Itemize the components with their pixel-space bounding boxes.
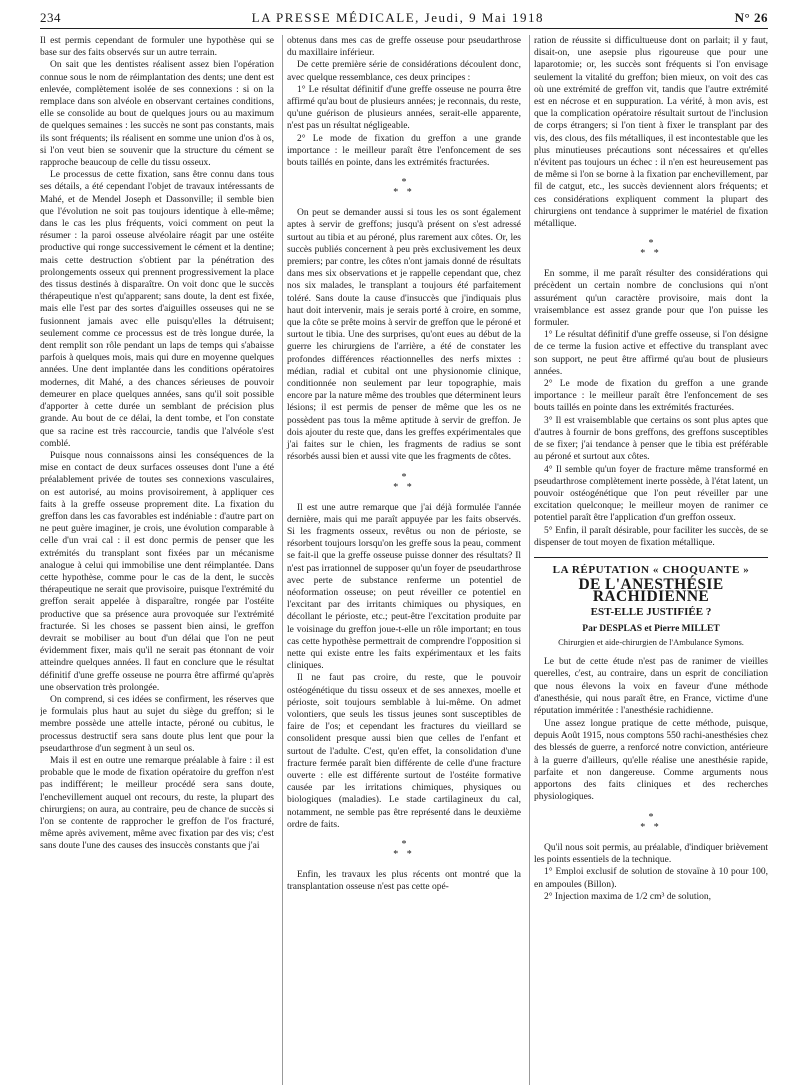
paragraph: obtenus dans mes cas de greffe osseuse pour pseudarthrose du maxillaire inférieur. (287, 36, 521, 59)
article-kicker: LA RÉPUTATION « CHOQUANTE » (552, 563, 750, 576)
col2-text-b (287, 207, 521, 463)
issue-number: N° 26 (734, 10, 768, 25)
paragraph: 2° Injection maxima de 1/2 cm³ de solution, (544, 891, 712, 902)
col2-text-c (287, 502, 521, 831)
paragraph: ration de réussite si difficultueuse dont on parlait; il y faut, disait-on, une asepsie plus rigoureuse que pour une laparotomie; or, les succès sont fréquents si l'on envisage seulement la vitalité du greffon; bien mieux, on voit des cas où une extrémité de greffon vit, tandis que l'autre extrémité est en nécrose et en suppuration. La vérité, à mon avis, est que la complication opératoire résultait surtout de l'inclusion de corps étrangers; si l'on tient à fixer le transplant par des vis, des clous, des fils métalliques, il est incontestable que les plus minutieuses précautions sont nécessaires et qu'elles n'évitent pas toujours un échec : il n'en est heureusement pas de même si l'on se borne à la fixation par enchevillement, par fil de catgut, etc., les succès deviennent alors fréquents; et ces considérations expliquent comment la plupart des chirurgiens ont tendance à supprimer le matériel de fixation métallique. (534, 36, 768, 230)
asterism: * * * (393, 177, 415, 199)
paragraph: En somme, il me paraît résulter des considérations qui précèdent un certain nombre de conclusions qui n'ont assurément qu'un caractère provisoire, mais dont la vraisemblance est assez grande pour que l'on puisse les formuler. (534, 269, 768, 329)
column-2 (282, 35, 521, 1085)
asterism: * * * (393, 471, 415, 493)
page-number: 234 (40, 10, 61, 25)
paragraph: Le but de cette étude n'est pas de ranimer de vieilles querelles, c'est, au contraire, dans un esprit de conciliation que nous élevons la voix en faveur d'une méthode d'anesthésie, qui nous paraît être, en France, victime d'une réputation imméritée : l'anesthésie rachidienne. (534, 657, 768, 717)
paragraph: 1° Le résultat définitif d'une greffe osseuse, si l'on désigne de ce terme la fusion active et effective du transplant avec son support, ne peut être affirmé qu'au bout de plusieurs années. (534, 330, 768, 377)
paragraph: Qu'il nous soit permis, au préalable, d'indiquer brièvement les points essentiels de la technique. (534, 842, 768, 865)
col2-text-d (287, 869, 521, 893)
paragraph: Une assez longue pratique de cette méthode, puisque, depuis Août 1915, nous comptons 550 rachi-anesthésies chez des blessés de guerre, a renforcé notre conviction, antérieure à la guerre d'ailleurs, qu'elle réalise une anesthésie rapide, parfaite et non dangereuse. Comme arguments nous apportons des faits cliniques et des recherches physiologiques. (534, 718, 768, 803)
paragraph: 1° Le résultat définitif d'une greffe osseuse ne pourra être affirmé qu'au bout de plusieurs années; je reconnais, du reste, qu'une guérison de plusieurs années, serait-elle apparente, n'est pas un résultat négligeable. (287, 84, 521, 132)
paragraph: 2° Le mode de fixation du greffon a une grande importance : le meilleur paraît être l'enfoncement de ses bouts taillés en pointe, dans les extrémités fracturées. (287, 133, 521, 169)
paragraph: Mais il est en outre une remarque préalable à faire : il est probable que le mode de fixation opératoire du greffon n'est pas indifférent; le meilleur procédé sera sans doute, l'enchevillement auquel ont recours, du reste, la plupart des chirurgiens; on aura, au contraire, peu de chance de succès si l'on se contente de rapprocher le greffon de l'os fracturé, même après avivement, même avec fixation par des vis; c'est sans doute l'une des causes des insuccès constants que j'ai (40, 755, 274, 852)
paragraph: 2° Le mode de fixation du greffon a une grande importance : le meilleur paraît être l'enfoncement de ses bouts taillés en pointe dans les extrémités fracturées. (534, 379, 768, 414)
col3-text-b (534, 268, 768, 549)
article-authors: Par DESPLAS et Pierre MILLET (582, 623, 720, 634)
paragraph: 5° Enfin, il paraît désirable, pour faciliter les succès, de se dispenser de tout moyen de fixation métallique. (534, 525, 768, 548)
paragraph: 4° Il semble qu'un foyer de fracture même transformé en pseudarthrose complètement inerte possède, à l'état latent, un pouvoir ostéogénétique que l'on peut réveiller par une excitation quelconque; le meilleur moyen de ranimer ce potentiel paraît être l'application d'un greffon osseux. (534, 464, 768, 524)
col1-text (40, 35, 274, 853)
article-body-2 (534, 842, 768, 903)
paragraph: On peut se demander aussi si tous les os sont également aptes à servir de greffons; jusqu'à présent on s'est adressé surtout au tibia et au péroné, plus rarement aux côtes. Or, les succès publiés concernent à peu près exclusivement les deux premiers; par contre, les côtes n'ont jamais donné de résultats dans mes six observations et je rappelle cependant que, chez nos six malades, le transplant a toujours été parfaitement toléré. Sans doute la cause d'insuccès que j'indiquais plus haut doit intervenir, mais je serais porté à croire, en somme, que la côte se prête moins à servir de greffon que le péroné et surtout le tibia. Une des surprises, qu'ont eues au début de la guerre les chirurgiens de l'arrière, a été de constater les profondes différences réactionnelles des nerfs mixtes : médian, radial et cubital ont une physionomie clinique, conditionnée non seulement par leur topographie, mais encore par la nature même des troubles que déterminent leurs lésions; il est permis de penser de même que les os ne possèdent pas tous la même aptitude à servir de greffon. Je dois ajouter du reste que, dans les greffes expérimentales que j'ai faites sur le chien, les fragments de radius se sont résorbés aussi bien et aussi vite que les fragments de côtes. (287, 208, 521, 463)
asterism: * * * (393, 838, 415, 860)
paragraph: Enfin, les travaux les plus récents ont montré que la transplantation osseuse n'est pas cette opé- (287, 869, 521, 893)
article-affiliation: Chirurgien et aide-chirurgien de l'Ambulance Symons. (558, 636, 744, 647)
paragraph: 3° Il est vraisemblable que certains os sont plus aptes que d'autres à fournir de bons greffons, des greffons susceptibles de se fixer; j'ai tendance à penser que le tibia est préférable au péroné et surtout aux côtes. (534, 415, 768, 463)
page-header (40, 10, 768, 29)
article-heading (534, 564, 768, 648)
asterism: * * * (640, 811, 662, 833)
columns (40, 35, 768, 1085)
article-title: DE L'ANESTHÉSIE RACHIDIENNE (578, 576, 724, 606)
journal-title: LA PRESSE MÉDICALE, Jeudi, 9 Mai 1918 (251, 10, 545, 25)
paragraph: 1° Emploi exclusif de solution de stovaïne à 10 pour 100, en ampoules (Billon). (534, 867, 768, 890)
col3-text-a (534, 35, 768, 230)
paragraph: Puisque nous connaissons ainsi les conséquences de la mise en contact de deux surfaces osseuses dont l'une a été préalablement privée de toutes ses connexions vasculaires, on est autorisé, au moins provisoirement, à appliquer ces faits à la greffe osseuse proprement dite. La fixation du greffon dans les cas favorables est indéniable : d'autre part on ne peut guère imaginer, je crois, une évolution comparable à celle d'un vrai cal : il est donc permis de penser que les extrémités du transplant sont fixées par un mécanisme analogue à celui qui immobilise une dent réimplantée. Dans cette hypothèse, comme pour le cas de la dent, le succès thérapeutique ne serait que provisoire, puisque l'extrémité du greffon serait appelée à disparaître, rongée par l'ostéite productive que sa présence aura provoquée sur l'extrémité fracturée. Si les choses se passent bien ainsi, le greffon devrait se mobiliser au bout d'un délai que l'on ne peut évidemment fixer, mais qu'il ne serait pas étonnant de voir atteindre quelques années. Il faut en conclure que le résultat définitif d'une greffe osseuse ne pourra être affirmé qu'après une observation très prolongée. (40, 450, 274, 693)
paragraph: On comprend, si ces idées se confirment, les réserves que je formulais plus haut au sujet du siège du greffon; si le membre possède une attelle intacte, péroné ou cubitus, le processus destructif sera sans doute plus lent que pour la pseudarthrose d'un segment à un seul os. (40, 694, 274, 754)
newspaper-page (40, 10, 768, 1085)
paragraph: On sait que les dentistes réalisent assez bien l'opération connue sous le nom de réimplantation des dents; une dent est enlevée, complètement isolée de ses connexions : si on la remplace dans son alvéole en observant certaines conditions, elle se consolide au bout de quelques jours ou au maximum de quelques semaines : les succès ne sont pas constants, mais ils sont fréquents; ils réalisent en somme une union d'os à os, si l'on veut bien se souvenir que la structure du cément se rapproche beaucoup de celle du tissu osseux. (40, 60, 274, 169)
paragraph: Il ne faut pas croire, du reste, que le pouvoir ostéogénétique du tissu osseux et de ses annexes, moelle et périoste, soit toujours semblable à lui-même. On admet volontiers, que seuls les tissus jeunes sont susceptibles de faire de l'os; et cependant les fractures du vieillard se consolident presque aussi bien que celles de l'enfant et surtout de l'adulte. C'est, qu'en effet, la consolidation d'une fracture fermée paraît bien différente de celle d'une fracture ouverte : elle est différente surtout de l'ostéite formative causée par les irritations chimiques, physiques ou biologiques (maladies). Le stade cartilagineux du cal, notamment, ne semble pas être représenté dans le deuxième ordre de faits. (287, 673, 521, 830)
asterism: * * * (640, 238, 662, 260)
column-3 (529, 35, 768, 1085)
article-subtitle: EST-ELLE JUSTIFIÉE ? (590, 605, 712, 618)
paragraph: Le processus de cette fixation, sans être connu dans tous ses détails, a été cependant l'objet de travaux intéressants de Mahé, et de Mendel Joseph et Dassonville; il semble bien que l'évolution ne soit pas toujours identique à elle-même; dans le cas les plus fréquents, voici comment on peut la résumer : la paroi osseuse alvéolaire réagit par une ostéite productive qui ronge successivement le cément et la dentine; mais cette destruction s'obtient par la pénétration des prolongements osseux qui prennent progressivement la place des tissus destinés à disparaître. On voit donc que le succès thérapeutique n'est qu'apparent; sans doute, la dent est fixée, mais elle l'est par des sortes d'aiguilles osseuses qui ne se fusionnent jamais avec elle puisqu'elles la détruisent; seulement comme ce processus est de très longue durée, la dent remplit son rôle pendant un laps de temps qui s'abaisse parfois à quelques mois, mais qui dure en moyenne quelques années. Une dent implantée dans les conditions opératoires modernes, dit Mahé, a des chances sérieuses de pouvoir demeurer en place quelques années, sans qu'il soit possible d'apporter à cette durée un semblant de précision plus grande. Au bout de ce délai, la dent tombe, et l'on constate que sa racine est très raccourcie, tandis que l'alvéole s'est comblé. (40, 170, 274, 449)
article-body-1 (534, 656, 768, 804)
paragraph: Il est une autre remarque que j'ai déjà formulée l'année dernière, mais qui me paraît appuyée par les faits observés. Si les fragments osseux, revêtus ou non de périoste, se résorbent toujours lorsqu'on les greffe sous la peau, comment se fait-il que la greffe osseuse puisse donner des résultats? Il n'est pas irrationnel de supposer qu'un foyer de pseudarthrose avec perte de substance renferme un potentiel de néoformation osseuse; on peut réveiller ce potentiel en l'excitant par des irritants chimiques ou physiques, en décollant le périoste, etc.; peut-être l'excitation produite par le voisinage du greffon joue-t-elle un rôle important; en tous cas cette hypothèse permettrait de comprendre l'opposition si nette qui existe entre les faits expérimentaux et les faits cliniques. (287, 502, 521, 672)
paragraph: De cette première série de considérations découlent donc, avec quelque ressemblance, ces deux principes : (287, 60, 521, 83)
article-separator (534, 557, 768, 558)
col2-text-a (287, 35, 521, 169)
column-1 (40, 35, 274, 1085)
paragraph: Il est permis cependant de formuler une hypothèse qui se base sur des faits observés sur un autre terrain. (40, 36, 274, 59)
